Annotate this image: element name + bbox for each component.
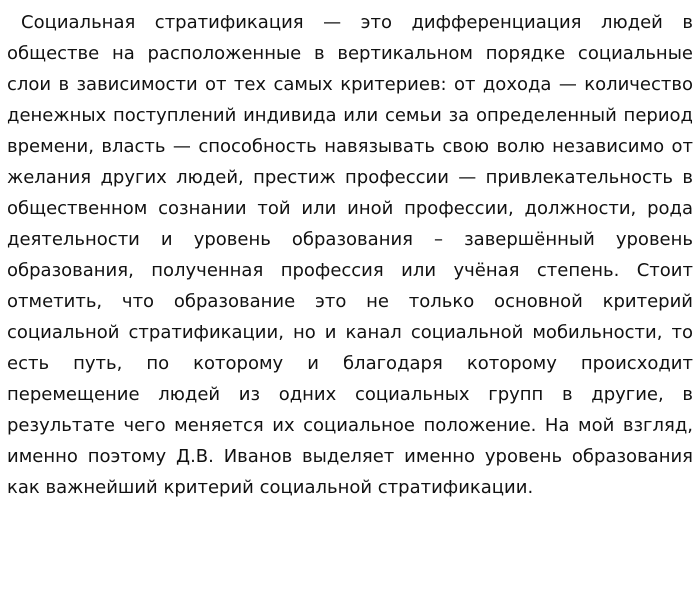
body-paragraph: Социальная стратификация — это дифференциация людей в обществе на расположенные в вертикальном порядке социальные слои в зависимости от тех самых критериев: от дохода — количество денежных поступлений индивида или семьи за определенный период времени, власть — способность навязывать свою волю независимо от желания других людей, престиж профессии — привлекательность в общественном сознании той или иной профессии, должности, рода деятельности и уровень образования – завершённый уровень образования, полученная профессия или учёная степень. Стоит отметить, что образование это не только основной критерий социальной стратификации, но и канал социальной мобильности, то есть путь, по которому и благодаря которому происходит перемещение людей из одних социальных групп в другие, в результате чего меняется их социальное положение. На мой взгляд, именно поэтому Д.В. Иванов выделяет именно уровень образования как важнейший критерий социальной стратификации. [7, 12, 693, 498]
document-page [7, 7, 693, 503]
